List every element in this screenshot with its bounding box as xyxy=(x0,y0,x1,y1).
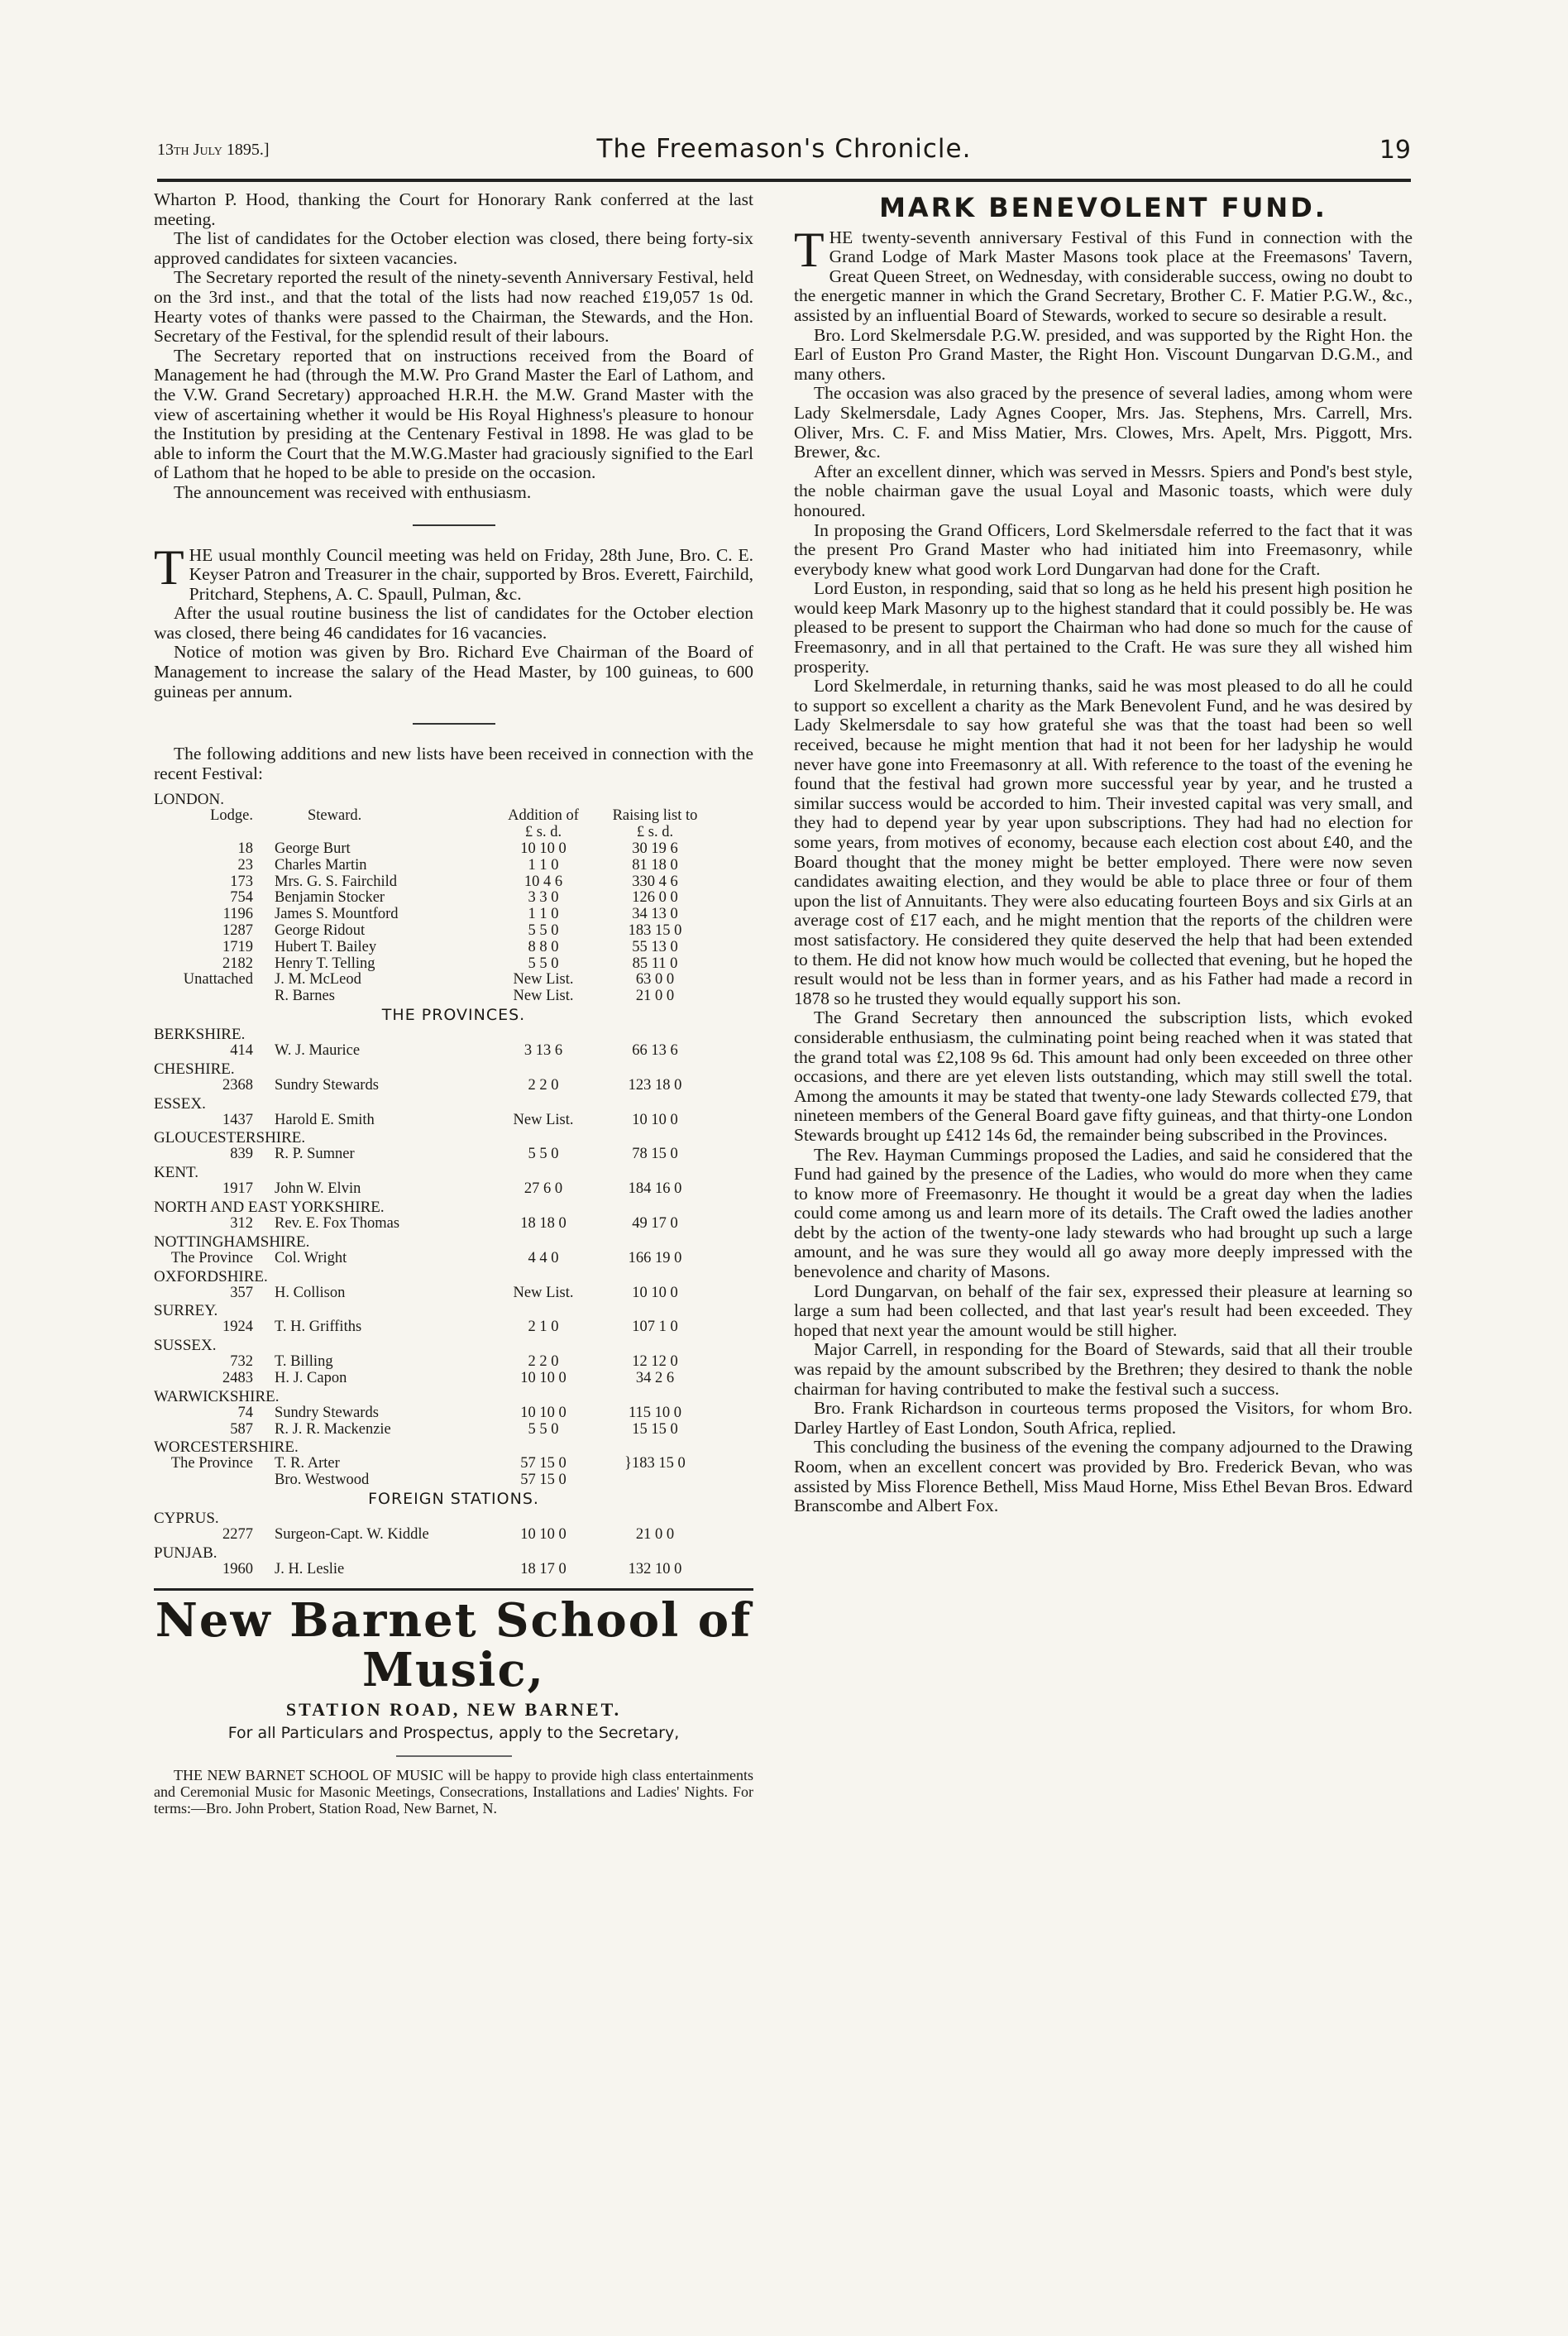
paragraph: After an excellent dinner, which was served in Messrs. Spiers and Pond's best style, the noble chairman gave the usual Loyal and Masonic toasts, which were duly honoured. xyxy=(794,461,1413,520)
table-row xyxy=(154,858,753,874)
paragraph: The Grand Secretary then announced the subscription lists, which evoked considerable enthusiasm, the culminating point being reached when it was stated that the grand total was £2,108 9s 6d. This amount had only been exceeded on three other occasions, and there are yet eleven lists outstanding, which may still swell the total. Among the amounts it may be stated that twenty-one lady Stewards collected £79, that nineteen members of the General Board gave fifty guineas, and that thirty-one London Stewards brought up £412 14s 6d, the remainder being subscribed in the Provinces. xyxy=(794,1008,1413,1145)
steward-cell: Charles Martin xyxy=(275,856,367,874)
table-row xyxy=(154,841,753,858)
issue-date: 13th July 1895.] xyxy=(157,141,270,159)
festival-table xyxy=(154,792,753,1577)
raising-cell: 126 0 0 xyxy=(632,889,678,907)
table-row xyxy=(154,907,753,923)
table-row xyxy=(154,1371,753,1387)
lodge-cell: 18 xyxy=(237,840,253,858)
paragraph: The Rev. Hayman Cummings proposed the Ladies, and said he considered that the Fund had gained by the presence of the Ladies, who would do more when they came to know more of Freemasonry. He thought it would be a great day when the ladies could come among us and learn more of its details. The Craft owed the ladies another debt by the action of the twenty-one lady stewards who had brought up such a large amount, and he was sure they would all go away more deeply impressed with the benevolence and charity of Masons. xyxy=(794,1144,1413,1282)
addition-cell: New List. xyxy=(513,988,574,1005)
addition-cell: 2 2 0 xyxy=(528,1353,559,1371)
addition-cell: 2 2 0 xyxy=(528,1076,559,1094)
paragraph: This concluding the business of the evening the company adjourned to the Drawing Room, when an excellent concert was provided by Bro. Frederick Bevan, who was assisted by Miss Florence Bethell, Miss Maud Horne, Miss Ethel Bevan Bros. Edward Branscombe and Albert Fox. xyxy=(794,1437,1413,1516)
steward-cell: George Ridout xyxy=(275,922,366,940)
column-header: Raising list to xyxy=(612,807,698,825)
page-number: 19 xyxy=(1379,136,1411,165)
raising-cell: 78 15 0 xyxy=(632,1146,678,1163)
advertisement xyxy=(154,1592,753,1817)
raising-cell: 12 12 0 xyxy=(632,1353,678,1371)
table-row xyxy=(154,956,753,973)
column-unit: £ s. d. xyxy=(636,824,674,841)
paragraph: The list of candidates for the October election was closed, there being forty-six approved candidates for sixteen vacancies. xyxy=(154,228,753,268)
lodge-cell: 1924 xyxy=(222,1319,253,1336)
steward-cell: Sundry Stewards xyxy=(275,1404,379,1421)
paragraph: Bro. Lord Skelmersdale P.G.W. presided, and was supported by the Right Hon. the Earl of Euston Pro Grand Master, the Right Hon. Viscount Dungarvan D.G.M., and many others. xyxy=(794,324,1413,384)
addition-cell: 1 1 0 xyxy=(528,856,559,874)
paragraph: Lord Skelmerdale, in returning thanks, said he was most pleased to do all he could to support so excellent a charity as the Mark Benevolent Fund, and he was desired by Lady Skelmersdale to say how grateful she was that the toast had been so well received, because he might mention that had it not been for her ladyship he would never have gone into Freemasonry at all. With reference to the toast of the evening he found that the festival had grown more successful year by year, and he trusted a similar success would be accorded to him. Their invested capital was very small, and they had to depend year by year upon subscriptions. They had had no election for some years, from motives of economy, because each election cost about £40, and the Board thought that the money might be better employed. There were now seven candidates awaiting election, and they would be able to place three or four of them upon the list of Annuitants. They were also educating fourteen Boys and six Girls at an average cost of £17 each, and he might mention that the reports of the children were most satisfactory. He considered they quite deserved the help that had been extended to them. He did not know how much would be collected that evening, but he hoped the result would not be less than in former years, and as his Father had made a record in 1878 so he trusted they would equally support his son. xyxy=(794,676,1413,1008)
addition-cell: New List. xyxy=(513,971,574,988)
addition-cell: 18 17 0 xyxy=(520,1560,566,1577)
raising-cell: 183 15 0 xyxy=(628,922,682,940)
raising-cell: 30 19 6 xyxy=(632,840,678,858)
steward-cell: John W. Elvin xyxy=(275,1180,361,1198)
lodge-cell xyxy=(154,988,275,1005)
raising-cell: 10 10 0 xyxy=(632,1284,678,1301)
lodge-cell: 357 xyxy=(230,1284,253,1301)
addition-cell: 10 4 6 xyxy=(523,873,563,890)
column-header: Addition of xyxy=(508,807,579,825)
raising-cell: 115 10 0 xyxy=(628,1404,682,1421)
section-title: THE PROVINCES. xyxy=(381,1006,526,1024)
raising-cell: 107 1 0 xyxy=(632,1319,678,1336)
table-row xyxy=(154,1043,753,1060)
paragraph: THE twenty-seventh anniversary Festival of this Fund in connection with the Grand Lodge of Mark Master Masons took place at the Freemasons' Tavern, Great Queen Street, on Wednesday, with considerable success, owing no doubt to the energetic manner in which the Grand Secretary, Brother C. F. Matier P.G.W., &c., assisted by an influential Board of Stewards, worked to secure so desirable a result. xyxy=(794,222,1413,325)
county-label: KENT. xyxy=(154,1164,198,1182)
section-title: FOREIGN STATIONS. xyxy=(368,1489,539,1508)
lodge-cell: 312 xyxy=(230,1214,253,1232)
raising-cell: 81 18 0 xyxy=(632,856,678,874)
raising-cell: 184 16 0 xyxy=(628,1180,682,1198)
province-rows xyxy=(154,1027,753,1489)
steward-cell: T. H. Griffiths xyxy=(275,1319,362,1336)
steward-cell: J. M. McLeod xyxy=(275,971,361,988)
table-header xyxy=(154,808,753,825)
column-header: Lodge. xyxy=(210,807,253,825)
lodge-cell: The Province xyxy=(170,1455,253,1472)
steward-cell: Bro. Westwood xyxy=(275,1472,370,1489)
column-header: Steward. xyxy=(308,807,362,825)
paragraph: After the usual routine business the list of candidates for the October election was closed, there being 46 candidates for 16 vacancies. xyxy=(154,603,753,643)
paragraph: THE usual monthly Council meeting was held on Friday, 28th June, Bro. C. E. Keyser Patron and Treasurer in the chair, supported by Bros. Everett, Fairchild, Pritchard, Stephens, A. C. Spaull, Pulman, &c. xyxy=(154,539,753,604)
raising-cell xyxy=(597,1472,713,1489)
steward-cell: Col. Wright xyxy=(275,1249,347,1266)
table-row xyxy=(154,1285,753,1302)
addition-cell: 3 13 6 xyxy=(523,1042,563,1059)
table-row xyxy=(154,1216,753,1233)
raising-cell: 49 17 0 xyxy=(632,1214,678,1232)
addition-cell: 5 5 0 xyxy=(528,1420,559,1438)
left-column xyxy=(154,190,753,1817)
london-rows xyxy=(154,841,753,1005)
ad-rule xyxy=(154,1588,753,1591)
addition-cell: 5 5 0 xyxy=(528,955,559,972)
ad-info: For all Particulars and Prospectus, apply to the Secretary, xyxy=(227,1724,680,1743)
lodge-cell: 23 xyxy=(237,856,253,874)
lodge-cell: 414 xyxy=(230,1042,253,1059)
lodge-cell: 1196 xyxy=(222,906,253,923)
raising-cell: 66 13 6 xyxy=(632,1042,678,1059)
table-row xyxy=(154,1527,753,1544)
separator xyxy=(413,524,495,526)
steward-cell: James S. Mountford xyxy=(275,906,399,923)
addition-cell: 10 10 0 xyxy=(520,1525,566,1543)
table-row xyxy=(154,874,753,891)
paragraph: The occasion was also graced by the presence of several ladies, among whom were Lady Skelmersdale, Lady Agnes Cooper, Mrs. Jas. Stephens, Mrs. Carrell, Mrs. Oliver, Mrs. C. F. and Miss Matier, Mrs. Clowes, Mrs. Apelt, Mrs. Piggott, Mrs. Brewer, &c. xyxy=(794,383,1413,462)
lodge-cell: 754 xyxy=(230,889,253,907)
addition-cell: New List. xyxy=(513,1284,574,1301)
ad-title: New Barnet School of Music, xyxy=(155,1592,753,1697)
county-label: WARWICKSHIRE. xyxy=(154,1387,280,1405)
right-column xyxy=(794,190,1413,1516)
table-row xyxy=(154,1456,753,1472)
ad-address: STATION ROAD, NEW BARNET. xyxy=(285,1698,622,1720)
paragraph: Lord Dungarvan, on behalf of the fair sex, expressed their pleasure at learning so large a sum had been collected, and that last year's result had been exceeded. They hoped that next year the amount would be still higher. xyxy=(794,1280,1413,1340)
addition-cell: 27 6 0 xyxy=(523,1180,563,1198)
table-row xyxy=(154,1354,753,1371)
table-row xyxy=(154,1078,753,1094)
table-row xyxy=(154,923,753,940)
table-row xyxy=(154,1472,753,1489)
steward-cell: Harold E. Smith xyxy=(275,1111,375,1128)
steward-cell: Sundry Stewards xyxy=(275,1076,379,1094)
raising-cell: 63 0 0 xyxy=(635,971,675,988)
page-header xyxy=(157,134,1411,167)
addition-cell: 5 5 0 xyxy=(528,1146,559,1163)
raising-cell: 132 10 0 xyxy=(628,1560,682,1577)
county-label: ESSEX. xyxy=(154,1094,206,1113)
addition-cell: New List. xyxy=(513,1111,574,1128)
county-label: SUSSEX. xyxy=(154,1337,217,1355)
steward-cell: R. P. Sumner xyxy=(275,1146,355,1163)
separator xyxy=(413,723,495,725)
raising-cell: 85 11 0 xyxy=(632,955,678,972)
addition-cell: 18 18 0 xyxy=(520,1214,566,1232)
lodge-cell: 732 xyxy=(230,1353,253,1371)
steward-cell: Hubert T. Bailey xyxy=(275,938,377,955)
paragraph: The announcement was received with enthusiasm. xyxy=(174,481,532,502)
county-label: GLOUCESTERSHIRE. xyxy=(154,1129,306,1147)
table-row xyxy=(154,1562,753,1578)
lodge-cell: 2368 xyxy=(222,1076,253,1094)
addition-cell: 10 10 0 xyxy=(520,1404,566,1421)
table-row xyxy=(154,1251,753,1267)
raising-cell: 166 19 0 xyxy=(628,1249,682,1266)
county-label: PUNJAB. xyxy=(154,1544,218,1562)
lodge-cell: 1917 xyxy=(222,1180,253,1198)
county-label: BERKSHIRE. xyxy=(154,1026,246,1043)
lodge-cell: 839 xyxy=(230,1146,253,1163)
addition-cell: 57 15 0 xyxy=(520,1455,566,1472)
table-row xyxy=(154,988,753,1005)
addition-cell: 8 8 0 xyxy=(528,938,559,955)
article-heading: MARK BENEVOLENT FUND. xyxy=(879,192,1327,223)
county-label: CYPRUS. xyxy=(154,1509,219,1527)
lodge-cell: Unattached xyxy=(183,971,253,988)
paragraph: The Secretary reported that on instructions received from the Board of Management he had (through the M.W. Pro Grand Master the Earl of Lathom, and the V.W. Grand Secretary) approached H.R.H. the M.W. Grand Master with the view of ascertaining whether it would be His Royal Highness's pleasure to honour the Institution by presiding at the Centenary Festival in 1898. He was glad to be able to inform the Court that the M.W.G.Master had graciously signified to the Earl of Lathom that he hoped to be able to preside on the occasion. xyxy=(154,345,753,483)
lodge-cell: The Province xyxy=(170,1249,253,1266)
addition-cell: 5 5 0 xyxy=(528,922,559,940)
steward-cell: J. H. Leslie xyxy=(275,1560,345,1577)
steward-cell: Mrs. G. S. Fairchild xyxy=(275,873,397,890)
table-header-units xyxy=(154,825,753,841)
steward-cell: Rev. E. Fox Thomas xyxy=(275,1214,400,1232)
table-row xyxy=(154,1319,753,1336)
lodge-cell: 2277 xyxy=(222,1525,253,1543)
addition-cell: 4 4 0 xyxy=(528,1249,559,1266)
county-label: CHESHIRE. xyxy=(154,1060,235,1078)
paragraph: The following additions and new lists have been received in connection with the recent Festival: xyxy=(154,744,753,783)
paragraph: Notice of motion was given by Bro. Richard Eve Chairman of the Board of Management to increase the salary of the Head Master, by 100 guineas, to 600 guineas per annum. xyxy=(154,642,753,701)
steward-cell: Benjamin Stocker xyxy=(275,889,385,907)
raising-cell: 34 2 6 xyxy=(635,1369,675,1386)
addition-cell: 2 1 0 xyxy=(528,1319,559,1336)
steward-cell: Surgeon-Capt. W. Kiddle xyxy=(275,1525,429,1543)
paragraph: In proposing the Grand Officers, Lord Skelmersdale referred to the fact that it was the present Pro Grand Master who had initiated him into Freemasonry, while everybody knew what good work Lord Dungarvan had done for the Craft. xyxy=(794,519,1413,579)
lodge-cell: 1960 xyxy=(222,1560,253,1577)
raising-cell: 330 4 6 xyxy=(632,873,678,890)
addition-cell: 1 1 0 xyxy=(528,906,559,923)
raising-cell: 123 18 0 xyxy=(628,1076,682,1094)
county-label: WORCESTERSHIRE. xyxy=(154,1438,299,1457)
addition-cell: 3 3 0 xyxy=(528,889,559,907)
raising-cell: 10 10 0 xyxy=(632,1111,678,1128)
county-label: OXFORDSHIRE. xyxy=(154,1267,268,1285)
table-row xyxy=(154,890,753,907)
lodge-cell: 173 xyxy=(230,873,253,890)
lodge-cell: 1719 xyxy=(222,938,253,955)
region-label: LONDON. xyxy=(154,791,224,809)
raising-cell: 21 0 0 xyxy=(635,988,675,1005)
paragraph: Wharton P. Hood, thanking the Court for Honorary Rank conferred at the last meeting. xyxy=(154,189,753,229)
raising-cell: }183 15 0 xyxy=(624,1455,686,1472)
paragraph: Lord Euston, in responding, said that so long as he held his present high position he would keep Mark Masonry up to the highest standard that it could possibly be. He was pleased to be present to support the Chairman who had done so much for the cause of Freemasonry, and in all that pertained to the Craft. He was sure they all wished him prosperity. xyxy=(794,578,1413,677)
steward-cell: Henry T. Telling xyxy=(275,955,375,972)
steward-cell: R. Barnes xyxy=(275,988,335,1005)
addition-cell: 10 10 0 xyxy=(520,840,566,858)
county-label: SURREY. xyxy=(154,1302,218,1320)
addition-cell: 57 15 0 xyxy=(520,1472,566,1489)
lodge-cell: 2182 xyxy=(222,955,253,972)
steward-cell: W. J. Maurice xyxy=(275,1042,361,1059)
foreign-rows xyxy=(154,1510,753,1578)
raising-cell: 15 15 0 xyxy=(632,1420,678,1438)
lodge-cell: 2483 xyxy=(222,1369,253,1386)
steward-cell: H. J. Capon xyxy=(275,1369,347,1386)
steward-cell: H. Collison xyxy=(275,1284,346,1301)
table-row xyxy=(154,1422,753,1438)
raising-cell: 34 13 0 xyxy=(632,906,678,923)
lodge-cell: 1437 xyxy=(222,1111,253,1128)
lodge-cell xyxy=(154,1472,275,1489)
table-row xyxy=(154,972,753,988)
publication-title: The Freemason's Chronicle. xyxy=(596,134,972,164)
county-label: NOTTINGHAMSHIRE. xyxy=(154,1233,310,1251)
raising-cell: 55 13 0 xyxy=(632,938,678,955)
county-label: NORTH AND EAST YORKSHIRE. xyxy=(154,1198,385,1216)
table-row xyxy=(154,1181,753,1198)
ad-text: THE NEW BARNET SCHOOL OF MUSIC will be happy to provide high class entertainments and Ceremonial Music for Masonic Meetings, Consecrations, Installations and Ladies' Nights. For terms:—Bro. John Probert, Station Road, New Barnet, N. xyxy=(154,1766,753,1817)
raising-cell: 21 0 0 xyxy=(635,1525,675,1543)
drop-cap: T xyxy=(154,539,184,595)
table-row xyxy=(154,1405,753,1422)
lodge-cell: 1287 xyxy=(222,922,253,940)
steward-cell: T. Billing xyxy=(275,1353,333,1371)
drop-cap: T xyxy=(794,222,825,277)
table-row xyxy=(154,1146,753,1163)
table-row xyxy=(154,1113,753,1129)
steward-cell: George Burt xyxy=(275,840,351,858)
paragraph: Bro. Frank Richardson in courteous terms proposed the Visitors, for whom Bro. Darley Hartley of East London, South Africa, replied. xyxy=(794,1398,1413,1438)
header-rule xyxy=(157,179,1411,182)
lodge-cell: 74 xyxy=(237,1404,253,1421)
steward-cell: R. J. R. Mackenzie xyxy=(275,1420,391,1438)
table-row xyxy=(154,940,753,956)
column-unit: £ s. d. xyxy=(524,824,562,841)
paragraph: Major Carrell, in responding for the Board of Stewards, said that all their trouble was repaid by the amount subscribed by the Brethren; they desired to thank the noble chairman for having contributed to make the festival such a success. xyxy=(794,1339,1413,1399)
separator xyxy=(396,1755,512,1757)
steward-cell: T. R. Arter xyxy=(275,1455,340,1472)
addition-cell: 10 10 0 xyxy=(520,1369,566,1386)
lodge-cell: 587 xyxy=(230,1420,253,1438)
paragraph: The Secretary reported the result of the ninety-seventh Anniversary Festival, held on the 3rd inst., and that the total of the lists had now reached £19,057 1s 0d. Hearty votes of thanks were passed to the Chairman, the Stewards, and the Hon. Secretary of the Festival, for the splendid result of their labours. xyxy=(154,267,753,347)
